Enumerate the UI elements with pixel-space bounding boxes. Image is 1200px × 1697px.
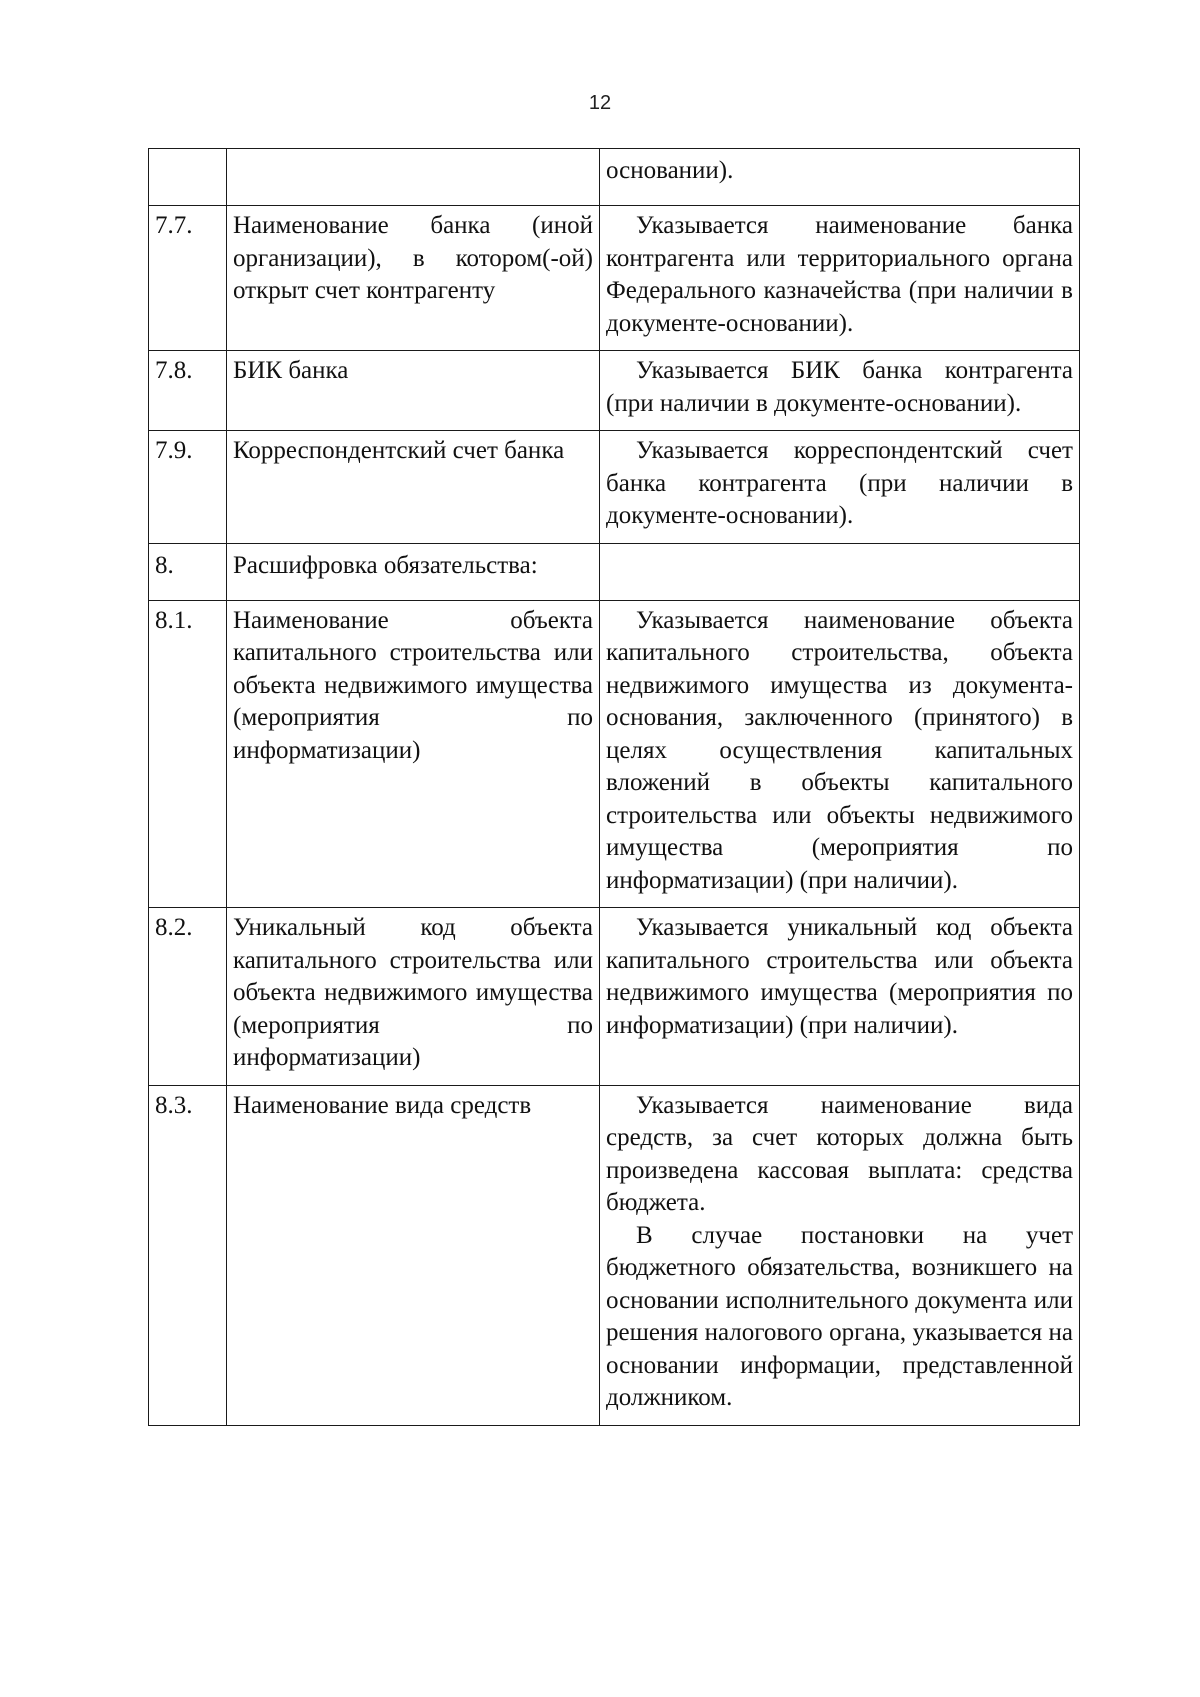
row-description: [600, 206, 1080, 351]
row-name: Расшифровка обязательства:: [227, 543, 600, 600]
description-paragraph: Указывается наименование объекта капитального строительства, объекта недвижимого имущества из документа-основания, заключенного (принятого) в целях осуществления капитальных вложений в объекты капитального строительства или объекты недвижимого имущества (мероприятия по информатизации) (при наличии).: [606, 606, 1073, 894]
row-name: [227, 149, 600, 206]
page-number: 12: [588, 92, 612, 114]
description-paragraph: Указывается наименование банка контрагента или территориального органа Федерального казначейства (при наличии в документе-основании).: [606, 212, 1073, 337]
row-number: [149, 149, 227, 206]
table-row-8-3: [149, 1085, 1080, 1425]
row-description: [600, 431, 1080, 544]
row-number: 7.7.: [149, 206, 227, 351]
row-number: 7.9.: [149, 431, 227, 544]
table-row-8: [149, 543, 1080, 600]
description-paragraph: основании).: [606, 157, 734, 184]
row-name: Наименование вида средств: [227, 1085, 600, 1425]
table-row-8-2: [149, 908, 1080, 1086]
row-name: БИК банка: [227, 351, 600, 431]
row-number: 8.3.: [149, 1085, 227, 1425]
row-number: 8.: [149, 543, 227, 600]
row-description: [600, 543, 1080, 600]
row-description: [600, 1085, 1080, 1425]
row-name: Корреспондентский счет банка: [227, 431, 600, 544]
row-description: [600, 149, 1080, 206]
row-number: 7.8.: [149, 351, 227, 431]
table-row-continuation: [149, 149, 1080, 206]
row-number: 8.1.: [149, 600, 227, 908]
description-paragraph: Указывается корреспондентский счет банка контрагента (при наличии в документе-основании).: [606, 437, 1073, 529]
table-row-7-8: [149, 351, 1080, 431]
table-row-7-9: [149, 431, 1080, 544]
row-description: [600, 351, 1080, 431]
requisites-table: [148, 148, 1080, 1426]
row-description: [600, 908, 1080, 1086]
table-row-7-7: [149, 206, 1080, 351]
row-description: [600, 600, 1080, 908]
row-name: Уникальный код объекта капитального строительства или объекта недвижимого имущества (мероприятия по информатизации): [227, 908, 600, 1086]
table-row-8-1: [149, 600, 1080, 908]
description-paragraph: Указывается уникальный код объекта капитального строительства или объекта недвижимого имущества (мероприятия по информатизации) (при наличии).: [606, 914, 1073, 1039]
row-name: Наименование банка (иной организации), в котором(-ой) открыт счет контрагенту: [227, 206, 600, 351]
description-paragraph: В случае постановки на учет бюджетного обязательства, возникшего на основании исполнительного документа или решения налогового органа, указывается на основании информации, представленной должником.: [606, 1221, 1073, 1411]
description-paragraph: Указывается БИК банка контрагента (при наличии в документе-основании).: [606, 357, 1073, 417]
description-paragraph: Указывается наименование вида средств, за счет которых должна быть произведена кассовая выплата: средства бюджета.: [606, 1091, 1073, 1216]
row-number: 8.2.: [149, 908, 227, 1086]
row-name: Наименование объекта капитального строительства или объекта недвижимого имущества (мероприятия по информатизации): [227, 600, 600, 908]
